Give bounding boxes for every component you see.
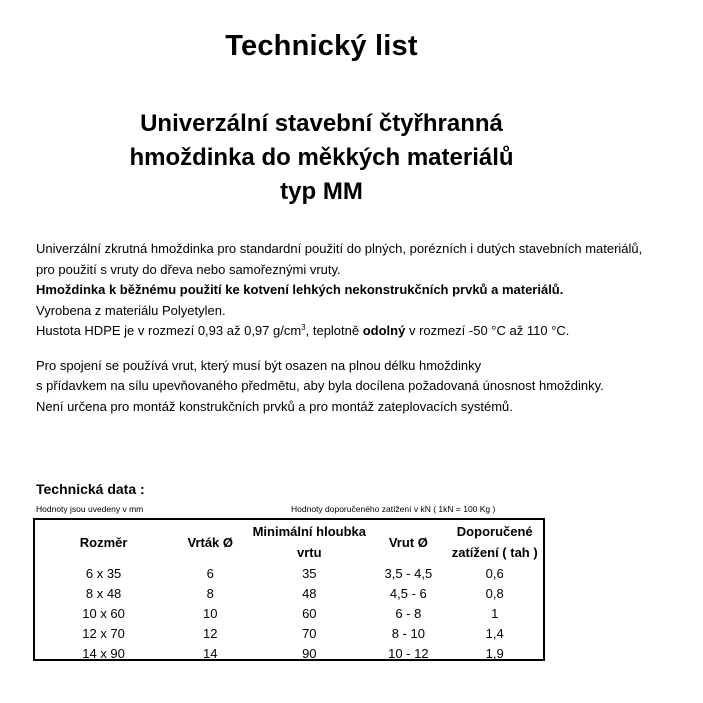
column-header-screw: Vrut Ø	[388, 534, 428, 550]
technical-data-heading: Technická data :	[36, 481, 145, 497]
density-superscript: 3	[301, 323, 306, 332]
cell-load: 1,9	[485, 646, 504, 661]
cell-drill: 14	[203, 646, 218, 661]
density-text: Hustota HDPE je v rozmezí 0,93 až 0,97 g/cm	[36, 323, 302, 338]
cell-depth: 70	[302, 626, 317, 641]
column-header-depth	[248, 520, 370, 564]
cell-screw: 4,5 - 6	[389, 586, 427, 601]
column-header-size: Rozměr	[79, 534, 128, 550]
temperature-text-end: v rozmezí -50 °C až 110 °C.	[405, 323, 570, 338]
cell-screw: 6 - 8	[395, 606, 422, 621]
cell-screw: 8 - 10	[391, 626, 425, 641]
column-header-load-line-1: Doporučené	[456, 524, 533, 539]
description-line-1: Univerzální zkrutná hmoždinka pro standardní použití do plných, porézních i dutých stavebních materiálů,	[36, 241, 643, 256]
cell-size: 10 x 60	[82, 606, 125, 621]
page-title: Technický list	[225, 30, 418, 62]
product-title	[0, 107, 643, 209]
description-line-screw-2: s přídavkem na sílu upevňovaného předmětu, aby byla docílena požadovaná únosnost hmoždinky.	[36, 378, 604, 393]
product-title-line-3: typ MM	[280, 178, 363, 205]
description-line-2: pro použití s vruty do dřeva nebo samořeznými vruty.	[36, 261, 341, 277]
product-title-line-2: hmoždinka do měkkých materiálů	[129, 144, 514, 171]
table-row	[35, 624, 543, 644]
product-title-line-1: Univerzální stavební čtyřhranná	[140, 110, 503, 137]
cell-size: 8 x 48	[85, 586, 122, 601]
description-line-bold: Hmoždinka k běžnému použití ke kotvení lehkých nekonstrukčních prvků a materiálů.	[36, 282, 564, 297]
cell-size: 12 x 70	[82, 626, 125, 641]
table-header-row	[35, 520, 543, 564]
temperature-resistant-word: odolný	[362, 323, 406, 338]
column-header-drill: Vrták Ø	[187, 534, 234, 550]
column-header-depth-line-1: Minimální hloubka	[252, 524, 366, 539]
description-line-density	[36, 321, 696, 342]
description-line-material: Vyrobena z materiálu Polyetylen.	[36, 302, 226, 318]
cell-depth: 60	[302, 606, 317, 621]
cell-load: 1,4	[485, 626, 504, 641]
cell-depth: 90	[302, 646, 317, 661]
description-line-screw-1: Pro spojení se používá vrut, který musí být osazen na plnou délku hmoždinky	[36, 357, 482, 373]
column-header-depth-line-2: vrtu	[297, 545, 322, 560]
table-row	[35, 564, 543, 584]
cell-depth: 35	[302, 566, 317, 581]
units-note: Hodnoty jsou uvedeny v mm	[36, 504, 144, 514]
description	[36, 239, 696, 417]
cell-load: 0,6	[485, 566, 504, 581]
cell-screw: 3,5 - 4,5	[384, 566, 433, 581]
cell-screw: 10 - 12	[388, 646, 429, 661]
cell-drill: 6	[206, 566, 214, 581]
table-row	[35, 644, 543, 664]
technical-data-table	[33, 518, 545, 661]
column-header-load-line-2: zatížení ( tah )	[451, 545, 538, 560]
temperature-text-start: , teplotně	[305, 323, 363, 338]
cell-size: 6 x 35	[85, 566, 122, 581]
description-line-restriction: Není určena pro montáž konstrukčních prvků a pro montáž zateplovacích systémů.	[36, 398, 513, 414]
table-row	[35, 604, 543, 624]
cell-drill: 10	[203, 606, 218, 621]
cell-load: 0,8	[485, 586, 504, 601]
cell-depth: 48	[302, 586, 317, 601]
cell-size: 14 x 90	[82, 646, 125, 661]
load-note: Hodnoty doporučeného zatížení v kN ( 1kN = 100 Kg )	[291, 504, 496, 514]
cell-load: 1	[491, 606, 499, 621]
table-row	[35, 584, 543, 604]
column-header-load	[446, 520, 543, 564]
cell-drill: 12	[203, 626, 218, 641]
cell-drill: 8	[206, 586, 214, 601]
